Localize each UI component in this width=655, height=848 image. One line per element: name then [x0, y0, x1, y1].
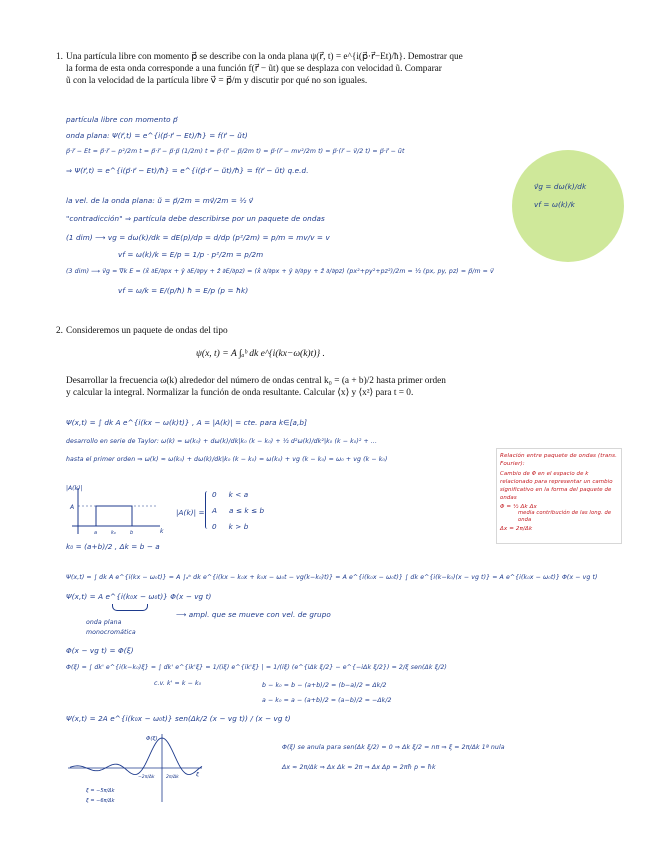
- plot2-mark-left: −2π/Δk: [138, 775, 155, 780]
- note-2-2: desarrollo en serie de Taylor: ω(k) = ω(k₀) + dω(k)/dk|k₀ (k − k₀) + ½ d²ω(k)/dk²|k₀ (k − k₀)² + ...: [66, 438, 378, 445]
- note-1-1: partícula libre con momento p⃗: [66, 115, 178, 124]
- plot1-tick-k0: k₀: [111, 530, 116, 536]
- plot1-tick-a: a: [94, 530, 98, 536]
- note-2-1: Ψ(x,t) = ∫ dk A e^{i(kx − ω(k)t)} , A = |A(k)| = cte. para k∈[a,b]: [66, 418, 308, 427]
- problem-2-statement-cont: [56, 375, 476, 405]
- note-2-6: Ψ(x,t) = A e^{i(k₀x − ω₀t)} Φ(x − vg t): [66, 592, 212, 601]
- note-2-5: Ψ(x,t) = ∫ dk A e^{i(kx − ω₀t)} = A ∫ₐᵇ dk e^{i(kx − k₀x + k₀x − ω₀t − vg(k−k₀)t)} = A e^{i(k₀x − ω₀t)} ∫ dk e^{i(k−k₀)(x − vg t)} = A e^{i(k₀x − ω₀t)} Φ(x − vg t): [66, 574, 598, 581]
- note-1-2: onda plana: Ψ(r⃗,t) = e^{i(p⃗·r⃗ − Et)/ħ} = f(r⃗ − ũt): [66, 131, 248, 140]
- plot1-xlabel: k: [160, 528, 164, 535]
- problem-2-number: 2.: [56, 326, 63, 336]
- note-1-4: ⇒ Ψ(r⃗,t) = e^{i(p⃗·r⃗ − Et)/ħ} = e^{i(p⃗·r⃗ − ũt)/ħ} = f(r⃗ − ũt) q.e.d.: [66, 166, 309, 175]
- amplitude-lhs: |A(k)| =: [176, 508, 205, 517]
- note-2-4: k₀ = (a+b)/2 , Δk = b − a: [66, 542, 160, 551]
- plot1-rectangle: [96, 506, 132, 526]
- plot2-curve: [70, 738, 202, 775]
- plot2-note-2: ξ = −6π/Δk: [86, 798, 115, 804]
- amplitude-cases-brace: [205, 491, 210, 529]
- problem-2-line-2: Desarrollar la frecuencia ω(k) alrededor del número de ondas central k₀ = (a + b)/2 hasta primer orden: [66, 376, 446, 386]
- note-2-13: a − k₀ = a − (a+b)/2 = (a−b)/2 = −Δk/2: [262, 697, 392, 704]
- plot1-level: A: [70, 504, 75, 511]
- fourier-note-eq: Φ = ½ Δk Δx: [500, 504, 537, 510]
- note-1-7: (1 dim) ⟶ vg = dω(k)/dk = dE(p)/dp = d/dp (p²/2m) = p/m = mv/v = v: [66, 233, 330, 242]
- plot2-mark-right: 2π/Δk: [166, 775, 179, 780]
- note-2-14: Ψ(x,t) = 2A e^{i(k₀x − ω₀t)} sen(Δk/2 (x − vg t)) / (x − vg t): [66, 714, 291, 723]
- plot2-note-1: ξ = −5π/Δk: [86, 788, 115, 794]
- amplitude-case-2: A a ≤ k ≤ b: [212, 506, 265, 515]
- plane-wave-underbrace: [112, 604, 148, 611]
- problem-2-line-1: Consideremos un paquete de ondas del tipo: [66, 326, 228, 336]
- note-2-11: c.v. k' = k − k₀: [154, 680, 202, 687]
- problem-2-formula: ψ(x, t) = A ∫ₐᵇ dk e^{i(kx−ω(k)t)} .: [196, 349, 325, 359]
- amplitude-plot: [66, 482, 166, 538]
- note-1-10: vf = ω/k = E/(p/ħ) ħ = E/p (p = ħk): [118, 286, 249, 295]
- plot2-xlabel: ξ: [196, 772, 200, 778]
- bubble-line-2: vf = ω(k)/k: [534, 200, 575, 209]
- note-2-16: Δx ≈ 2π/Δk ⇒ Δx Δk ≈ 2π ⇒ Δx Δp ≈ 2πħ p = ħk: [282, 764, 436, 771]
- problem-1-statement: [56, 51, 476, 91]
- note-2-8: ⟶ ampl. que se mueve con vel. de grupo: [176, 610, 331, 619]
- problem-1-line-2: la forma de esta onda corresponde a una función f(r⃗ − ũt) que se desplaza con velocidad ũ. Comparar: [66, 64, 442, 74]
- note-1-8: vf = ω(k)/k = E/p = 1/p · p²/2m = p/2m: [118, 250, 264, 259]
- note-2-12: b − k₀ = b − (a+b)/2 = (b−a)/2 = Δk/2: [262, 682, 387, 689]
- fourier-note-delta: Δx = 2π/Δk: [500, 526, 533, 532]
- group-velocity-bubble: [512, 150, 624, 262]
- note-2-15: Φ(ξ) se anula para sen(Δk ξ/2) = 0 ⇒ Δk ξ/2 = nπ ⇒ ξ = 2π/Δk 1ª nula: [282, 744, 505, 751]
- fourier-note-title: Relación entre paquete de ondas (trans. Fourier):: [500, 453, 617, 467]
- problem-2-line-3: y calcular la integral. Normalizar la función de onda resultante. Calcular ⟨x⟩ y ⟨x²⟩ para t = 0.: [66, 388, 414, 398]
- plot2-ylabel: Φ(ξ): [146, 736, 158, 742]
- fourier-note-sub: media contribución de las long. de onda: [518, 510, 612, 523]
- problem-1-line-3: ũ con la velocidad de la partícula libre v⃗ = p⃗/m y discutir por qué no son iguales.: [66, 76, 368, 86]
- note-1-3: p⃗·r⃗ − Et = p⃗·r⃗ − p²/2m t = p⃗·r⃗ − p⃗·p⃗ (1/2m) t = p⃗·(r⃗ − p⃗/2m t) = p⃗·(r⃗ − mv²/2m t) = p⃗·(r⃗ − v⃗/2 t) = p⃗·r⃗ − ũt: [66, 148, 405, 155]
- amplitude-case-3: 0 k > b: [212, 522, 249, 531]
- note-1-9: (3 dim) ⟶ v⃗g = ∇⃗k E = (x̂ ∂E/∂px + ŷ ∂E/∂py + ẑ ∂E/∂pz) = (x̂ ∂/∂px + ŷ ∂/∂py + ẑ ∂/∂pz) (px²+py²+pz²)/2m = ½ (px, py, pz) = p⃗/m = v⃗: [66, 268, 494, 275]
- note-2-3: hasta el primer orden ⇒ ω(k) ≈ ω(k₀) + dω(k)/dk|k₀ (k − k₀) = ω(k₀) + vg (k − k₀) = ω₀ + vg (k − k₀): [66, 456, 388, 463]
- sinc-plot: [66, 732, 206, 808]
- fourier-note-box: [496, 448, 622, 544]
- problem-1-line-1: Una partícula libre con momento p⃗ se describe con la onda plana ψ(r⃗, t) = e^{i(p⃗·r⃗−Et)/ħ}. Demostrar que: [66, 52, 463, 62]
- fourier-note-text: Cambio de Φ en el espacio de k relacionado para representar un cambio significativo en la forma del paquete de ondas: [500, 471, 613, 501]
- amplitude-case-1: 0 k < a: [212, 490, 249, 499]
- plot1-ylabel: |A(k)|: [66, 485, 83, 492]
- bubble-line-1: v⃗g = dω(k)/dk: [534, 182, 587, 191]
- note-2-10: Φ(ξ) = ∫ dk' e^{i(k−k₀)ξ} = ∫ dk' e^{ik'ξ} = 1/(iξ) e^{ik'ξ} | = 1/(iξ) (e^{iΔk ξ/2} − e^{−iΔk ξ/2}) = 2/ξ sen(Δk ξ/2): [66, 664, 447, 671]
- note-1-5: la vel. de la onda plana: ũ = p⃗/2m = mv⃗/2m = ½ v⃗: [66, 196, 254, 205]
- problem-1-number: 1.: [56, 52, 63, 62]
- note-2-9: Φ(x − vg t) = Φ(ξ): [66, 646, 134, 655]
- plot1-tick-b: b: [130, 530, 134, 536]
- note-1-6: "contradicción" ⇒ partícula debe describirse por un paquete de ondas: [66, 214, 325, 223]
- note-2-7: onda plana monocromática: [86, 619, 136, 636]
